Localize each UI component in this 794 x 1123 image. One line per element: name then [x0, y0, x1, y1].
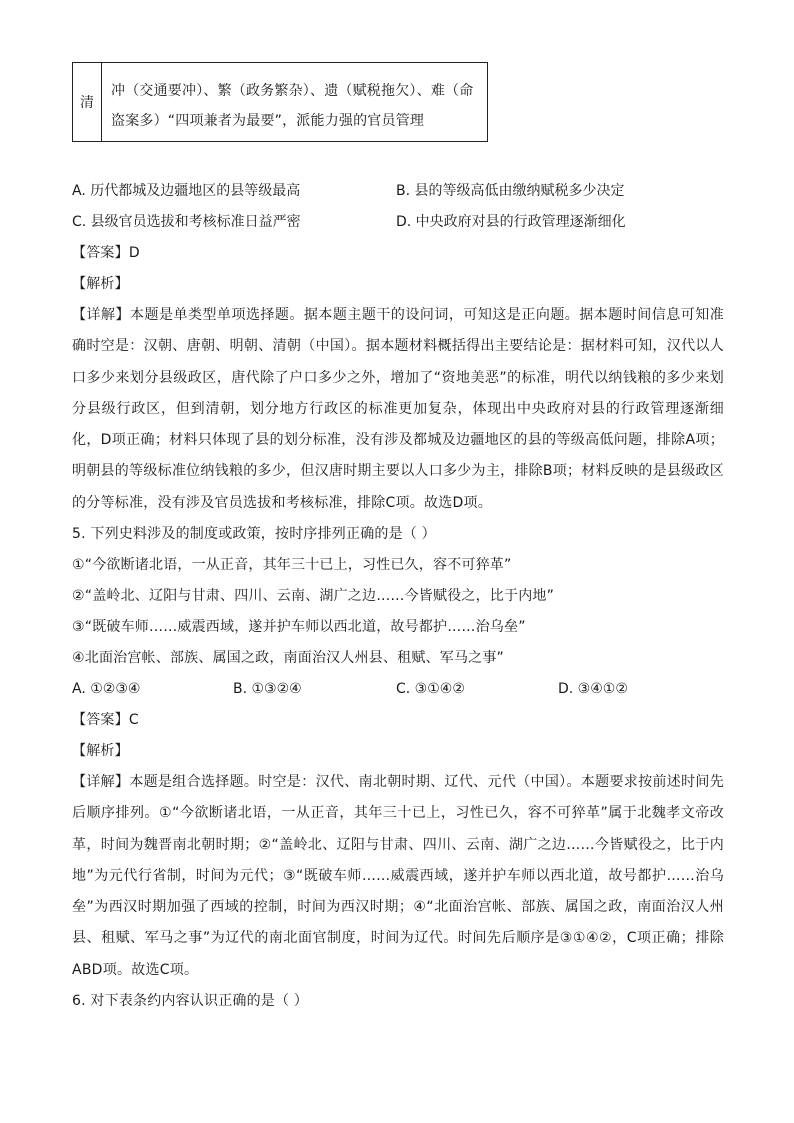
q5-item-1: ①“今欲断诸北语，一从正音，其年三十已上，习性已久，容不可猝革”: [72, 557, 512, 573]
q4-answer: [72, 243, 140, 263]
q5-item-3: ③“既破车师……威震西域，遂并护车师以西北道，故号都护……治乌垒”: [72, 619, 526, 635]
detail-label: 【详解】: [72, 774, 130, 790]
q4-option-b: B. 县的等级高低由缴纳赋税多少决定: [396, 183, 625, 199]
q4-option-d: D. 中央政府对县的行政管理逐渐细化: [396, 214, 626, 230]
q5-item-4: ④北面治宫帐、部族、属国之政，南面治汉人州县、租赋、军马之事”: [72, 650, 505, 666]
answer-value: C: [128, 712, 139, 728]
q4-detail: [72, 300, 724, 519]
q4-option-c: C. 县级官员选拔和考核标准日益严密: [72, 214, 301, 230]
detail-text: 本题是单类型单项选择题。据本题主题干的设问词，可知这是正向题。据本题时间信息可知准确时空是：汉朝、唐朝、明朝、清朝（中国）。据本题材料概括得出主要结论是：据材料可知，汉代以人口多少来划分县级政区，唐代除了户口多少之外，增加了“资地美恶”的标准，明代以纳钱粮的多少来划分县级行政区，但到清朝，划分地方行政区的标准更加复杂，体现出中央政府对县的行政管理逐渐细化，D项正确；材料只体现了县的划分标准，没有涉及都城及边疆地区的县的等级高低问题，排除A项；明朝县的等级标准位纳钱粮的多少，但汉唐时期主要以人口多少为主，排除B项；材料反映的是县级政区的分等标准，没有涉及官员选拔和考核标准，排除C项。故选D项。: [72, 307, 725, 511]
answer-label: 【答案】: [72, 712, 129, 728]
table-content-line-1: 冲（交通要冲）、繁（政务繁杂）、遗（赋税拖欠）、难（命: [111, 83, 474, 99]
table-dynasty-cell: 清: [73, 63, 102, 141]
qing-table: [72, 62, 488, 142]
q4-option-a: A. 历代都城及边疆地区的县等级最高: [72, 183, 301, 199]
q5-option-a: A. ①②③④: [72, 681, 141, 697]
q4-analysis-label: 【解析】: [72, 276, 129, 292]
q5-item-2: ②“盖岭北、辽阳与甘肃、四川、云南、湖广之边……今皆赋役之，比于内地”: [72, 588, 555, 604]
q5-answer: [72, 710, 139, 730]
detail-text: 本题是组合选择题。时空是：汉代、南北朝时期、辽代、元代（中国）。本题要求按前述时间先后顺序排列。①“今欲断诸北语，一从正音，其年三十已上，习性已久，容不可猝革”属于北魏孝文帝改革，时间为魏晋南北朝时期；②“盖岭北、辽阳与甘肃、四川、云南、湖广之边……今皆赋役之，比于内地”为元代行省制，时间为元代；③“既破车师……威震西域，遂并护车师以西北道，故号都护……治乌垒”为西汉时期加强了西域的控制，时间为西汉时期；④“北面治宫帐、部族、属国之政，南面治汉人州县、租赋、军马之事”为辽代的南北面官制度，时间为辽代。时间先后顺序是③①④②，C项正确；排除ABD项。故选C项。: [72, 774, 724, 978]
answer-label: 【答案】: [72, 245, 129, 261]
q6-stem: 6. 对下表条约内容认识正确的是（ ）: [72, 993, 309, 1009]
q5-stem: 5. 下列史料涉及的制度或政策，按时序排列正确的是（ ）: [72, 526, 436, 542]
q5-option-b: B. ①③②④: [233, 681, 302, 697]
q5-option-c: C. ③①④②: [396, 681, 465, 697]
q5-analysis-label: 【解析】: [72, 743, 129, 759]
q5-detail: [72, 767, 724, 986]
table-content-line-2: 盗案多）“四项兼者为最要”，派能力强的官员管理: [111, 113, 425, 129]
detail-label: 【详解】: [72, 307, 130, 323]
table-content-cell: [102, 63, 487, 141]
answer-value: D: [128, 245, 140, 261]
q5-option-d: D. ③④①②: [558, 681, 628, 697]
